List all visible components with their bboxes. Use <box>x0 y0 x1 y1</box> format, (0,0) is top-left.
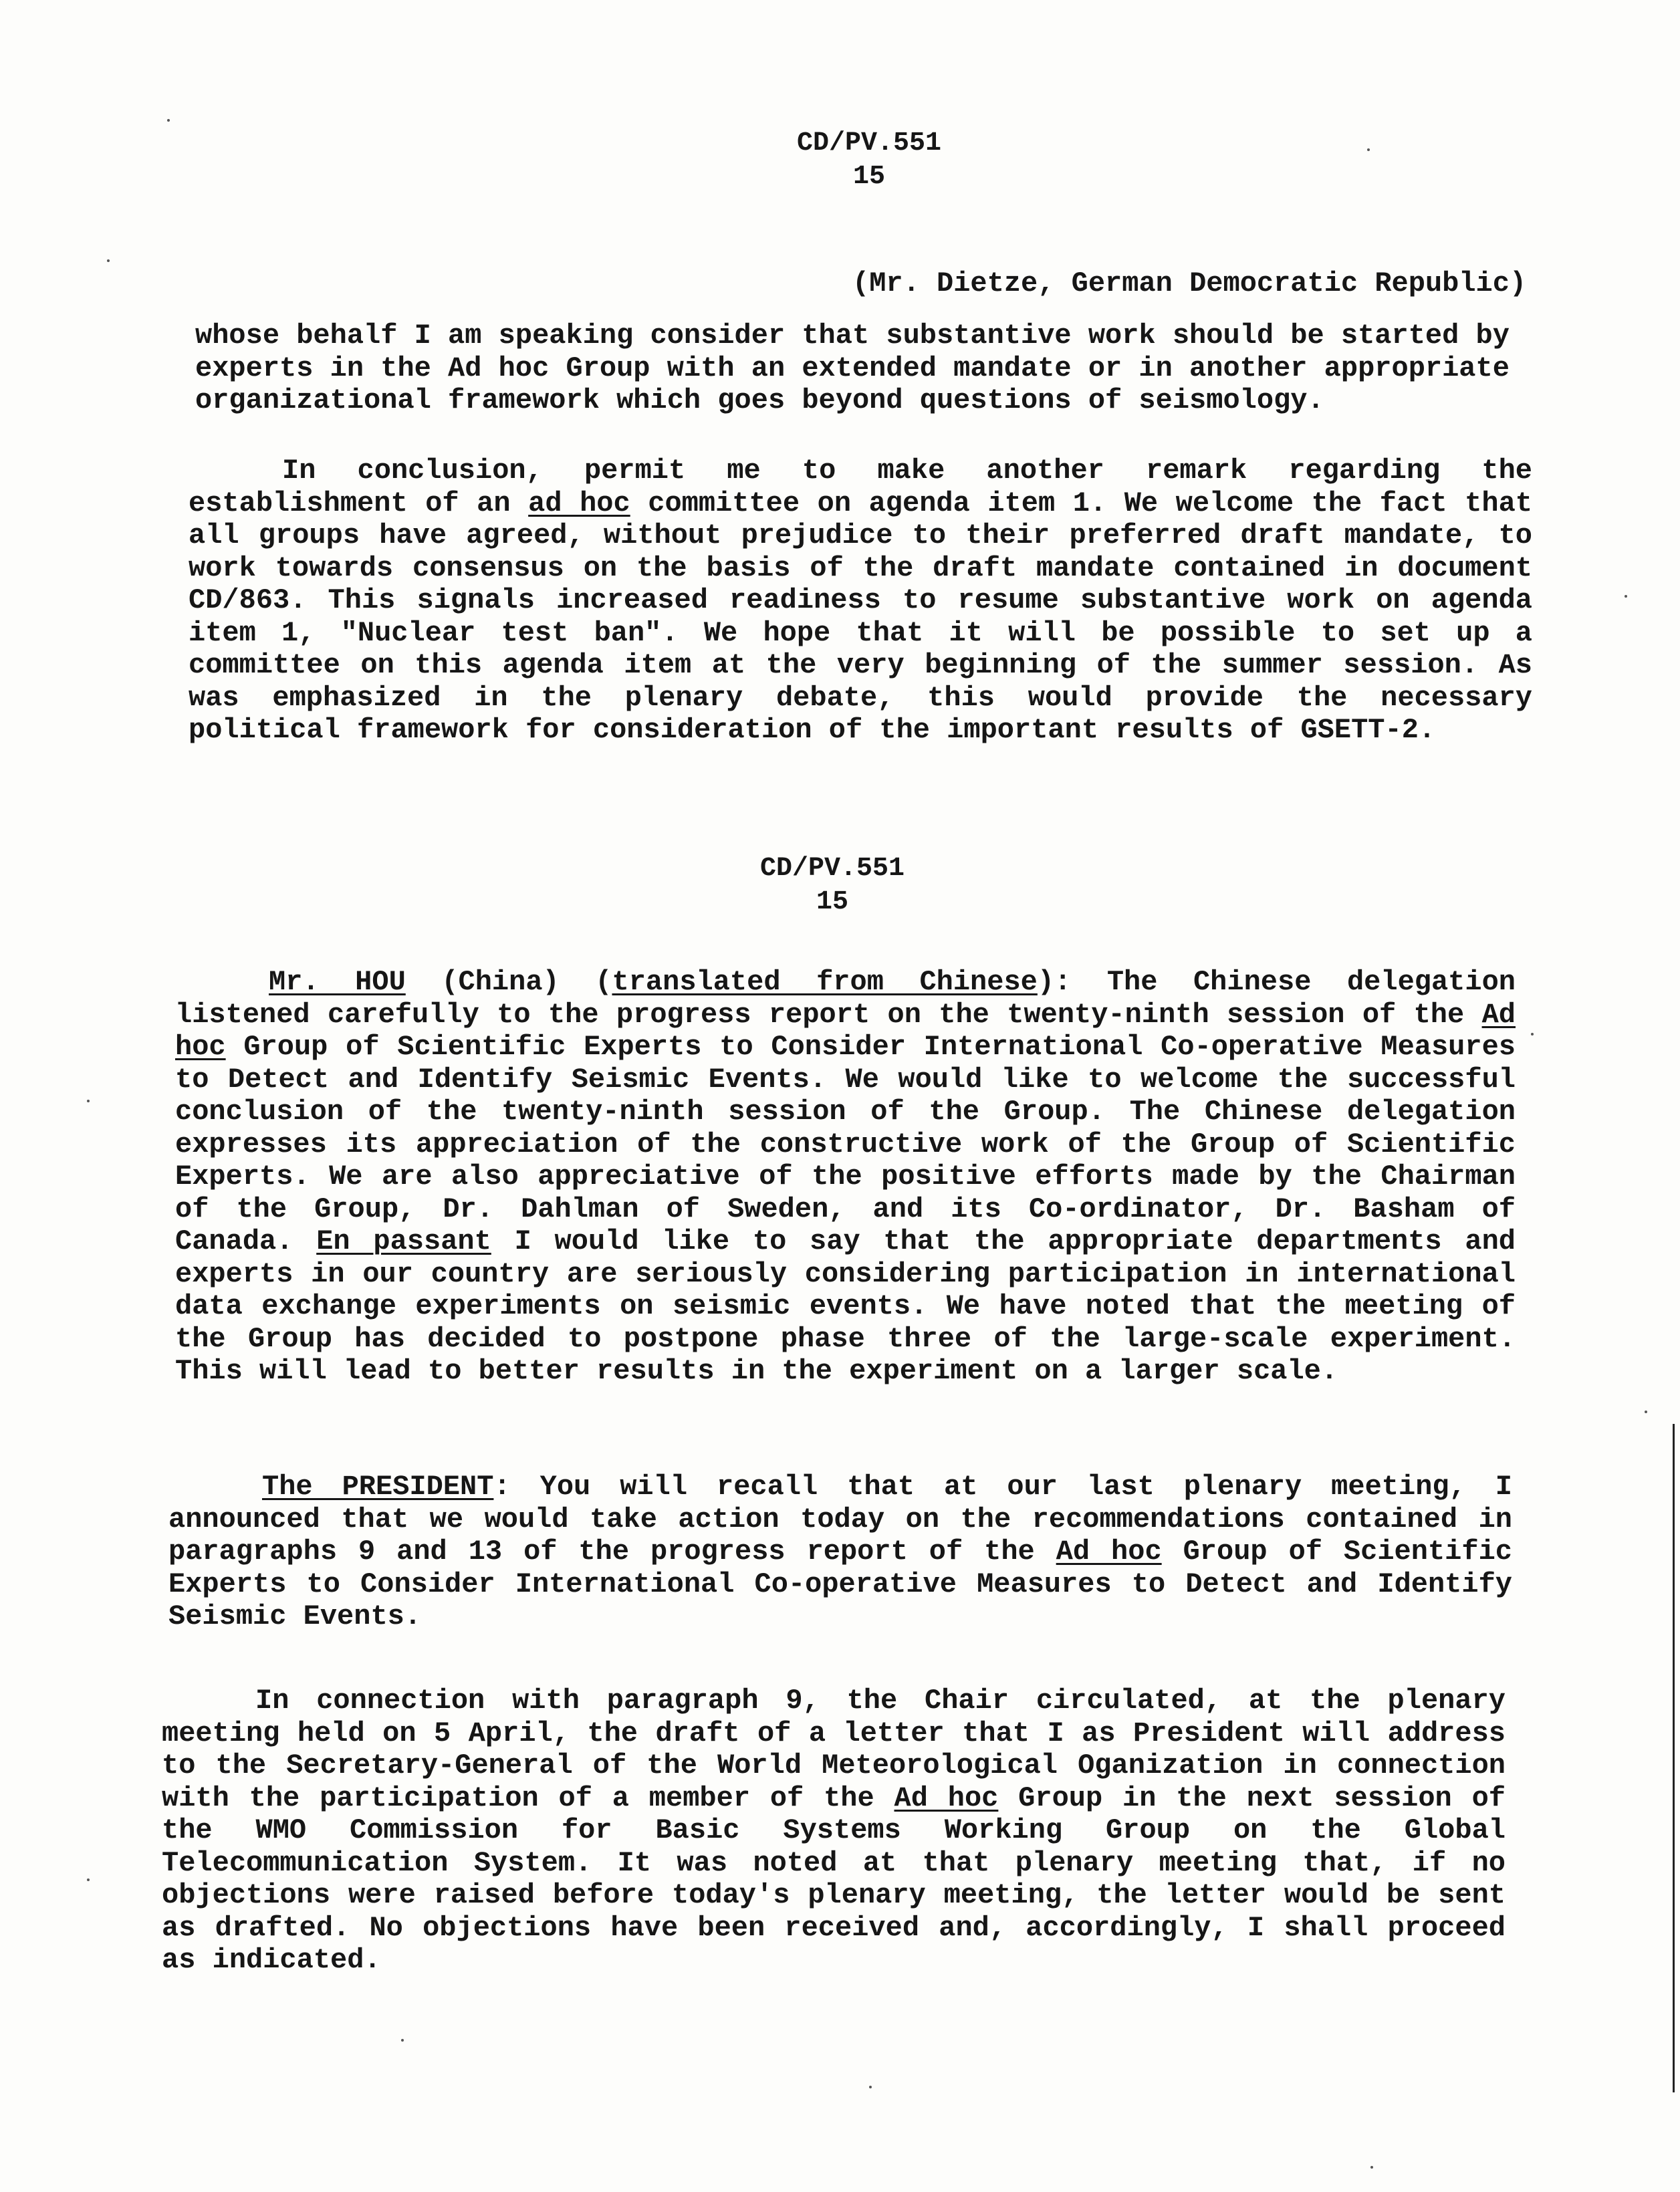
scan-edge-line <box>1673 1424 1675 2092</box>
adhoc-term: Ad hoc <box>894 1782 999 1814</box>
document-symbol-mid: CD/PV.551 <box>759 854 905 884</box>
adhoc-term: Ad hoc <box>175 998 1516 1063</box>
scan-speck <box>1370 2166 1373 2169</box>
para2-text-2: committee on agenda item 1. We welcome the fact that all groups have agreed, without prejudice to their preferred draft mandate, to work towards consensus on the basis of the draft mandate contained in document CD/863. This signals increased readiness to resume substantive work on agenda item 1, "Nuclear test ban". We hope that it will be possible to set up a committee on this agenda item at the very beginning of the summer session. As was emphasized in the plenary debate, this would provide the necessary political framework for consideration of the important results of GSETT-2. <box>189 487 1532 746</box>
scan-speck <box>401 2039 404 2042</box>
adhoc-term: Ad hoc <box>1056 1536 1162 1568</box>
adhoc-term: ad hoc <box>528 487 630 519</box>
para3-text-1: ): The Chinese delegation listened carefully to the progress report on the twenty-ninth session of the <box>175 966 1516 1031</box>
para3-text-2: Group of Scientific Experts to Consider International Co-operative Measures to Detect and Identify Seismic Events. We would like to welcome the successful conclusion of the twenty-ninth session of the Group. The Chinese delegation expresses its appreciation of the constructive work of the Group of Scientific Experts. We are also appreciative of the positive efforts made by the Chairman of the Group, Dr. Dahlman of Sweden, and its Co-ordinator, Dr. Basham of Canada. <box>175 1031 1516 1257</box>
paragraph-4 <box>168 1471 1512 1633</box>
para1-line-3: organizational framework which goes beyond questions of seismology. <box>195 384 1324 416</box>
scan-speck <box>87 1100 90 1102</box>
para2-text-1: In conclusion, permit me to make another remark regarding the establishment of an <box>189 455 1532 519</box>
scan-speck <box>167 119 170 122</box>
speaker-country: (China) ( <box>405 966 612 998</box>
speaker-attribution: (Mr. Dietze, German Democratic Republic) <box>852 267 1527 299</box>
scan-speck <box>1531 1033 1534 1036</box>
scan-speck <box>1367 148 1370 151</box>
para5-text-1: In connection with paragraph 9, the Chair circulated, at the plenary meeting held on 5 April, the draft of a letter that I as President will address to the Secretary-General of the World Meteorological Oganization in connection with the participation of a member of the <box>162 1685 1506 1814</box>
para1-line-2: experts in the Ad hoc Group with an extended mandate or in another appropriate <box>195 352 1510 384</box>
scan-speck <box>87 1878 90 1881</box>
para1-line-1: whose behalf I am speaking consider that substantive work should be started by <box>195 320 1510 352</box>
paragraph-5 <box>162 1685 1506 1977</box>
page-number-mid: 15 <box>816 887 848 917</box>
para4-text-1: : You will recall that at our last plenary meeting, I announced that we would take action today on the recommendations contained in paragraphs 9 and 13 of the progress report of the <box>168 1471 1512 1568</box>
document-symbol: CD/PV.551 <box>796 128 942 158</box>
speaker-president: The PRESIDENT <box>262 1471 494 1503</box>
paragraph-1 <box>195 320 1539 417</box>
scan-speck <box>107 259 110 262</box>
scan-speck <box>869 2086 872 2088</box>
paragraph-3 <box>175 966 1516 1388</box>
scan-speck <box>1645 1411 1647 1413</box>
para3-text-3: I would like to say that the appropriate departments and experts in our country are seriously considering participation in international data exchange experiments on seismic events. We have noted that the meeting of the Group has decided to postpone phase three of the large-scale experiment. This will lead to better results in the experiment on a larger scale. <box>175 1225 1516 1387</box>
header-mid <box>699 852 966 919</box>
en-passant-term: En passant <box>316 1225 491 1257</box>
speaker-name-hou: Mr. HOU <box>269 966 406 998</box>
para5-text-2: Group in the next session of the WMO Commission for Basic Systems Working Group on the Global Telecommunication System. It was noted at that plenary meeting that, if no objections were raised before today's plenary meeting, the letter would be sent as drafted. No objections have been received and, accordingly, I shall proceed as indicated. <box>162 1782 1506 1976</box>
para4-text-2: Group of Scientific Experts to Consider International Co-operative Measures to Detect and Identify Seismic Events. <box>168 1536 1512 1632</box>
scan-speck <box>1625 595 1627 598</box>
page-number: 15 <box>852 162 885 192</box>
translation-note: translated from Chinese <box>612 966 1038 998</box>
paragraph-2 <box>189 455 1532 747</box>
header-top <box>735 127 1003 194</box>
